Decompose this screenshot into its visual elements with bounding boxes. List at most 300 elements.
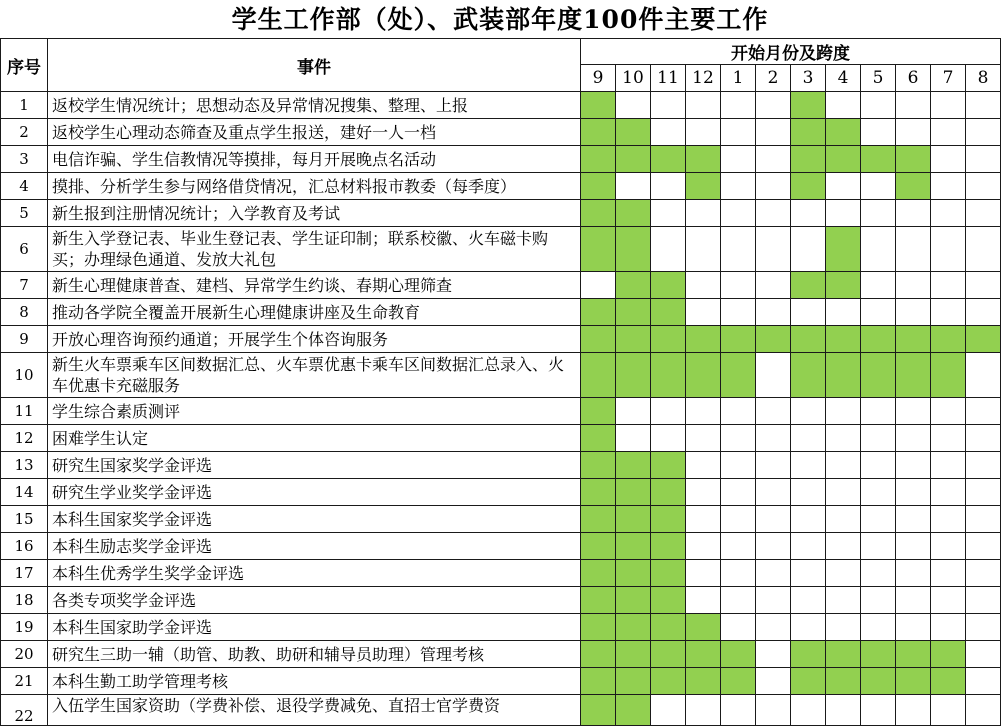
month-header[interactable]: 8 xyxy=(966,65,1001,92)
month-cell-1[interactable] xyxy=(721,587,756,614)
row-number-cell[interactable]: 3 xyxy=(1,146,48,173)
month-cell-1[interactable] xyxy=(721,353,756,398)
month-cell-10[interactable] xyxy=(616,272,651,299)
month-cell-12[interactable] xyxy=(686,200,721,227)
event-cell[interactable]: 本科生优秀学生奖学金评选 xyxy=(48,560,581,587)
month-cell-3[interactable] xyxy=(791,200,826,227)
month-cell-2[interactable] xyxy=(756,587,791,614)
month-cell-1[interactable] xyxy=(721,641,756,668)
event-cell[interactable]: 返校学生心理动态筛查及重点学生报送，建好一人一档 xyxy=(48,119,581,146)
month-cell-4[interactable] xyxy=(826,173,861,200)
month-cell-8[interactable] xyxy=(966,425,1001,452)
event-cell[interactable]: 返校学生情况统计；思想动态及异常情况搜集、整理、上报 xyxy=(48,92,581,119)
month-cell-3[interactable] xyxy=(791,641,826,668)
event-cell[interactable]: 新生报到注册情况统计；入学教育及考试 xyxy=(48,200,581,227)
month-cell-1[interactable] xyxy=(721,146,756,173)
month-header[interactable]: 1 xyxy=(721,65,756,92)
month-cell-1[interactable] xyxy=(721,272,756,299)
month-cell-6[interactable] xyxy=(896,146,931,173)
month-cell-7[interactable] xyxy=(931,299,966,326)
month-cell-6[interactable] xyxy=(896,452,931,479)
month-cell-1[interactable] xyxy=(721,92,756,119)
month-cell-2[interactable] xyxy=(756,353,791,398)
month-cell-6[interactable] xyxy=(896,173,931,200)
month-cell-5[interactable] xyxy=(861,425,896,452)
month-cell-1[interactable] xyxy=(721,173,756,200)
month-cell-8[interactable] xyxy=(966,326,1001,353)
month-cell-11[interactable] xyxy=(651,353,686,398)
month-cell-6[interactable] xyxy=(896,695,931,726)
event-cell[interactable]: 本科生勤工助学管理考核 xyxy=(48,668,581,695)
month-cell-10[interactable] xyxy=(616,353,651,398)
month-cell-7[interactable] xyxy=(931,479,966,506)
month-cell-8[interactable] xyxy=(966,452,1001,479)
month-cell-3[interactable] xyxy=(791,227,826,272)
month-cell-5[interactable] xyxy=(861,272,896,299)
month-cell-5[interactable] xyxy=(861,560,896,587)
event-cell[interactable]: 新生心理健康普查、建档、异常学生约谈、春期心理筛查 xyxy=(48,272,581,299)
month-cell-3[interactable] xyxy=(791,587,826,614)
month-cell-8[interactable] xyxy=(966,398,1001,425)
month-cell-1[interactable] xyxy=(721,227,756,272)
event-cell[interactable]: 电信诈骗、学生信教情况等摸排，每月开展晚点名活动 xyxy=(48,146,581,173)
month-cell-5[interactable] xyxy=(861,227,896,272)
row-number-cell[interactable]: 12 xyxy=(1,425,48,452)
month-cell-9[interactable] xyxy=(581,119,616,146)
month-cell-7[interactable] xyxy=(931,452,966,479)
month-cell-3[interactable] xyxy=(791,92,826,119)
month-cell-2[interactable] xyxy=(756,173,791,200)
month-cell-1[interactable] xyxy=(721,299,756,326)
month-cell-1[interactable] xyxy=(721,200,756,227)
month-cell-9[interactable] xyxy=(581,272,616,299)
month-cell-3[interactable] xyxy=(791,614,826,641)
event-cell[interactable]: 推动各学院全覆盖开展新生心理健康讲座及生命教育 xyxy=(48,299,581,326)
month-cell-4[interactable] xyxy=(826,119,861,146)
month-cell-5[interactable] xyxy=(861,668,896,695)
month-cell-8[interactable] xyxy=(966,668,1001,695)
month-cell-6[interactable] xyxy=(896,353,931,398)
month-cell-12[interactable] xyxy=(686,398,721,425)
month-cell-9[interactable] xyxy=(581,668,616,695)
month-cell-2[interactable] xyxy=(756,695,791,726)
month-header[interactable]: 12 xyxy=(686,65,721,92)
month-cell-9[interactable] xyxy=(581,560,616,587)
month-cell-12[interactable] xyxy=(686,452,721,479)
month-cell-6[interactable] xyxy=(896,299,931,326)
month-cell-1[interactable] xyxy=(721,326,756,353)
event-cell[interactable]: 研究生学业奖学金评选 xyxy=(48,479,581,506)
month-cell-5[interactable] xyxy=(861,173,896,200)
month-cell-1[interactable] xyxy=(721,614,756,641)
month-cell-8[interactable] xyxy=(966,587,1001,614)
month-cell-6[interactable] xyxy=(896,614,931,641)
month-cell-2[interactable] xyxy=(756,614,791,641)
month-cell-2[interactable] xyxy=(756,668,791,695)
month-cell-8[interactable] xyxy=(966,227,1001,272)
month-cell-11[interactable] xyxy=(651,668,686,695)
month-cell-10[interactable] xyxy=(616,560,651,587)
month-cell-6[interactable] xyxy=(896,200,931,227)
month-cell-7[interactable] xyxy=(931,146,966,173)
month-cell-7[interactable] xyxy=(931,587,966,614)
month-cell-12[interactable] xyxy=(686,614,721,641)
month-cell-7[interactable] xyxy=(931,119,966,146)
month-cell-8[interactable] xyxy=(966,200,1001,227)
month-cell-8[interactable] xyxy=(966,641,1001,668)
month-cell-5[interactable] xyxy=(861,533,896,560)
month-header[interactable]: 2 xyxy=(756,65,791,92)
month-cell-9[interactable] xyxy=(581,425,616,452)
month-cell-7[interactable] xyxy=(931,173,966,200)
event-cell[interactable]: 新生入学登记表、毕业生登记表、学生证印制；联系校徽、火车磁卡购买；办理绿色通道、发放大礼包 xyxy=(48,227,581,272)
month-cell-4[interactable] xyxy=(826,326,861,353)
month-cell-9[interactable] xyxy=(581,173,616,200)
month-cell-10[interactable] xyxy=(616,227,651,272)
month-cell-10[interactable] xyxy=(616,146,651,173)
month-cell-11[interactable] xyxy=(651,560,686,587)
month-cell-8[interactable] xyxy=(966,614,1001,641)
month-cell-5[interactable] xyxy=(861,299,896,326)
event-cell[interactable]: 本科生励志奖学金评选 xyxy=(48,533,581,560)
month-cell-2[interactable] xyxy=(756,227,791,272)
month-cell-6[interactable] xyxy=(896,479,931,506)
month-cell-1[interactable] xyxy=(721,398,756,425)
month-header[interactable]: 11 xyxy=(651,65,686,92)
event-cell[interactable]: 摸排、分析学生参与网络借贷情况，汇总材料报市教委（每季度） xyxy=(48,173,581,200)
month-cell-12[interactable] xyxy=(686,533,721,560)
month-cell-9[interactable] xyxy=(581,92,616,119)
row-number-cell[interactable]: 8 xyxy=(1,299,48,326)
header-event[interactable]: 事件 xyxy=(48,39,581,92)
month-cell-3[interactable] xyxy=(791,479,826,506)
month-cell-11[interactable] xyxy=(651,227,686,272)
month-cell-9[interactable] xyxy=(581,200,616,227)
month-cell-11[interactable] xyxy=(651,641,686,668)
month-header[interactable]: 4 xyxy=(826,65,861,92)
month-cell-11[interactable] xyxy=(651,506,686,533)
header-seq[interactable]: 序号 xyxy=(1,39,48,92)
event-cell[interactable]: 困难学生认定 xyxy=(48,425,581,452)
month-cell-2[interactable] xyxy=(756,479,791,506)
month-cell-3[interactable] xyxy=(791,146,826,173)
month-cell-3[interactable] xyxy=(791,398,826,425)
row-number-cell[interactable]: 14 xyxy=(1,479,48,506)
month-cell-5[interactable] xyxy=(861,353,896,398)
month-cell-7[interactable] xyxy=(931,641,966,668)
month-header[interactable]: 9 xyxy=(581,65,616,92)
month-cell-9[interactable] xyxy=(581,506,616,533)
month-cell-5[interactable] xyxy=(861,326,896,353)
month-cell-9[interactable] xyxy=(581,452,616,479)
month-cell-5[interactable] xyxy=(861,200,896,227)
month-cell-12[interactable] xyxy=(686,353,721,398)
row-number-cell[interactable]: 21 xyxy=(1,668,48,695)
month-cell-12[interactable] xyxy=(686,506,721,533)
month-cell-2[interactable] xyxy=(756,146,791,173)
month-cell-8[interactable] xyxy=(966,560,1001,587)
row-number-cell[interactable]: 2 xyxy=(1,119,48,146)
month-cell-11[interactable] xyxy=(651,146,686,173)
month-cell-11[interactable] xyxy=(651,299,686,326)
month-cell-10[interactable] xyxy=(616,425,651,452)
event-cell[interactable]: 各类专项奖学金评选 xyxy=(48,587,581,614)
row-number-cell[interactable]: 19 xyxy=(1,614,48,641)
month-cell-8[interactable] xyxy=(966,173,1001,200)
month-cell-2[interactable] xyxy=(756,398,791,425)
month-cell-4[interactable] xyxy=(826,227,861,272)
month-cell-10[interactable] xyxy=(616,533,651,560)
month-cell-9[interactable] xyxy=(581,695,616,726)
month-cell-4[interactable] xyxy=(826,641,861,668)
month-cell-12[interactable] xyxy=(686,272,721,299)
month-cell-11[interactable] xyxy=(651,173,686,200)
month-cell-4[interactable] xyxy=(826,614,861,641)
month-cell-3[interactable] xyxy=(791,173,826,200)
header-months-group[interactable]: 开始月份及跨度 xyxy=(581,39,1001,65)
month-cell-5[interactable] xyxy=(861,614,896,641)
month-cell-4[interactable] xyxy=(826,479,861,506)
month-cell-12[interactable] xyxy=(686,425,721,452)
event-cell[interactable]: 开放心理咨询预约通道；开展学生个体咨询服务 xyxy=(48,326,581,353)
month-cell-9[interactable] xyxy=(581,146,616,173)
month-cell-11[interactable] xyxy=(651,695,686,726)
month-cell-6[interactable] xyxy=(896,641,931,668)
month-cell-10[interactable] xyxy=(616,479,651,506)
month-cell-9[interactable] xyxy=(581,299,616,326)
month-cell-9[interactable] xyxy=(581,587,616,614)
row-number-cell[interactable]: 22 xyxy=(1,695,48,726)
row-number-cell[interactable]: 1 xyxy=(1,92,48,119)
month-cell-10[interactable] xyxy=(616,695,651,726)
month-cell-10[interactable] xyxy=(616,398,651,425)
month-header[interactable]: 7 xyxy=(931,65,966,92)
row-number-cell[interactable]: 16 xyxy=(1,533,48,560)
month-cell-10[interactable] xyxy=(616,614,651,641)
month-cell-5[interactable] xyxy=(861,587,896,614)
month-cell-8[interactable] xyxy=(966,353,1001,398)
month-cell-5[interactable] xyxy=(861,398,896,425)
month-cell-11[interactable] xyxy=(651,92,686,119)
month-cell-8[interactable] xyxy=(966,506,1001,533)
month-cell-9[interactable] xyxy=(581,479,616,506)
month-cell-3[interactable] xyxy=(791,452,826,479)
row-number-cell[interactable]: 6 xyxy=(1,227,48,272)
month-cell-7[interactable] xyxy=(931,425,966,452)
month-cell-12[interactable] xyxy=(686,173,721,200)
month-cell-5[interactable] xyxy=(861,146,896,173)
month-cell-10[interactable] xyxy=(616,668,651,695)
month-cell-8[interactable] xyxy=(966,479,1001,506)
month-cell-4[interactable] xyxy=(826,92,861,119)
month-cell-1[interactable] xyxy=(721,533,756,560)
event-cell[interactable]: 研究生三助一辅（助管、助教、助研和辅导员助理）管理考核 xyxy=(48,641,581,668)
month-cell-10[interactable] xyxy=(616,326,651,353)
month-cell-12[interactable] xyxy=(686,227,721,272)
month-cell-12[interactable] xyxy=(686,479,721,506)
month-cell-6[interactable] xyxy=(896,560,931,587)
month-cell-12[interactable] xyxy=(686,119,721,146)
month-cell-2[interactable] xyxy=(756,425,791,452)
month-cell-10[interactable] xyxy=(616,200,651,227)
month-cell-4[interactable] xyxy=(826,200,861,227)
event-cell[interactable]: 学生综合素质测评 xyxy=(48,398,581,425)
month-cell-12[interactable] xyxy=(686,587,721,614)
month-cell-7[interactable] xyxy=(931,326,966,353)
month-cell-11[interactable] xyxy=(651,398,686,425)
month-cell-8[interactable] xyxy=(966,119,1001,146)
month-cell-7[interactable] xyxy=(931,695,966,726)
month-cell-6[interactable] xyxy=(896,506,931,533)
month-header[interactable]: 3 xyxy=(791,65,826,92)
month-cell-7[interactable] xyxy=(931,614,966,641)
month-header[interactable]: 10 xyxy=(616,65,651,92)
month-cell-4[interactable] xyxy=(826,146,861,173)
month-cell-1[interactable] xyxy=(721,425,756,452)
month-cell-2[interactable] xyxy=(756,506,791,533)
month-cell-9[interactable] xyxy=(581,398,616,425)
month-cell-9[interactable] xyxy=(581,614,616,641)
month-cell-4[interactable] xyxy=(826,272,861,299)
month-cell-10[interactable] xyxy=(616,506,651,533)
month-cell-3[interactable] xyxy=(791,353,826,398)
month-cell-3[interactable] xyxy=(791,326,826,353)
month-cell-6[interactable] xyxy=(896,227,931,272)
month-cell-8[interactable] xyxy=(966,92,1001,119)
month-cell-1[interactable] xyxy=(721,452,756,479)
month-cell-5[interactable] xyxy=(861,452,896,479)
month-header[interactable]: 6 xyxy=(896,65,931,92)
month-cell-11[interactable] xyxy=(651,272,686,299)
month-cell-7[interactable] xyxy=(931,200,966,227)
month-cell-5[interactable] xyxy=(861,506,896,533)
month-cell-6[interactable] xyxy=(896,119,931,146)
month-cell-9[interactable] xyxy=(581,533,616,560)
month-cell-2[interactable] xyxy=(756,299,791,326)
month-cell-11[interactable] xyxy=(651,425,686,452)
row-number-cell[interactable]: 20 xyxy=(1,641,48,668)
month-cell-4[interactable] xyxy=(826,398,861,425)
month-cell-10[interactable] xyxy=(616,641,651,668)
month-cell-7[interactable] xyxy=(931,272,966,299)
month-cell-1[interactable] xyxy=(721,119,756,146)
month-cell-4[interactable] xyxy=(826,560,861,587)
month-cell-5[interactable] xyxy=(861,92,896,119)
month-cell-2[interactable] xyxy=(756,641,791,668)
month-cell-5[interactable] xyxy=(861,641,896,668)
row-number-cell[interactable]: 7 xyxy=(1,272,48,299)
month-cell-3[interactable] xyxy=(791,119,826,146)
month-cell-1[interactable] xyxy=(721,560,756,587)
month-cell-11[interactable] xyxy=(651,119,686,146)
row-number-cell[interactable]: 10 xyxy=(1,353,48,398)
month-cell-2[interactable] xyxy=(756,533,791,560)
row-number-cell[interactable]: 13 xyxy=(1,452,48,479)
month-cell-10[interactable] xyxy=(616,119,651,146)
month-cell-4[interactable] xyxy=(826,452,861,479)
month-cell-4[interactable] xyxy=(826,668,861,695)
month-cell-7[interactable] xyxy=(931,92,966,119)
month-cell-7[interactable] xyxy=(931,353,966,398)
month-cell-10[interactable] xyxy=(616,452,651,479)
row-number-cell[interactable]: 18 xyxy=(1,587,48,614)
month-cell-11[interactable] xyxy=(651,452,686,479)
month-cell-5[interactable] xyxy=(861,119,896,146)
month-cell-3[interactable] xyxy=(791,506,826,533)
month-cell-10[interactable] xyxy=(616,299,651,326)
month-cell-12[interactable] xyxy=(686,299,721,326)
month-cell-12[interactable] xyxy=(686,326,721,353)
month-cell-8[interactable] xyxy=(966,272,1001,299)
month-cell-7[interactable] xyxy=(931,533,966,560)
row-number-cell[interactable]: 15 xyxy=(1,506,48,533)
month-cell-11[interactable] xyxy=(651,614,686,641)
month-cell-10[interactable] xyxy=(616,92,651,119)
event-cell[interactable]: 本科生国家奖学金评选 xyxy=(48,506,581,533)
month-cell-6[interactable] xyxy=(896,533,931,560)
month-cell-3[interactable] xyxy=(791,533,826,560)
month-cell-5[interactable] xyxy=(861,695,896,726)
month-cell-9[interactable] xyxy=(581,227,616,272)
month-cell-12[interactable] xyxy=(686,641,721,668)
month-cell-2[interactable] xyxy=(756,560,791,587)
month-cell-2[interactable] xyxy=(756,200,791,227)
month-cell-6[interactable] xyxy=(896,398,931,425)
event-cell[interactable]: 研究生国家奖学金评选 xyxy=(48,452,581,479)
month-cell-11[interactable] xyxy=(651,200,686,227)
row-number-cell[interactable]: 5 xyxy=(1,200,48,227)
month-cell-3[interactable] xyxy=(791,695,826,726)
month-cell-2[interactable] xyxy=(756,92,791,119)
month-cell-4[interactable] xyxy=(826,353,861,398)
month-cell-8[interactable] xyxy=(966,695,1001,726)
month-cell-6[interactable] xyxy=(896,587,931,614)
month-cell-3[interactable] xyxy=(791,272,826,299)
month-cell-11[interactable] xyxy=(651,587,686,614)
month-cell-6[interactable] xyxy=(896,272,931,299)
month-cell-12[interactable] xyxy=(686,146,721,173)
month-cell-2[interactable] xyxy=(756,119,791,146)
month-cell-7[interactable] xyxy=(931,668,966,695)
month-cell-7[interactable] xyxy=(931,560,966,587)
month-cell-10[interactable] xyxy=(616,587,651,614)
month-cell-9[interactable] xyxy=(581,353,616,398)
month-cell-10[interactable] xyxy=(616,173,651,200)
row-number-cell[interactable]: 17 xyxy=(1,560,48,587)
month-cell-12[interactable] xyxy=(686,695,721,726)
month-cell-9[interactable] xyxy=(581,641,616,668)
row-number-cell[interactable]: 9 xyxy=(1,326,48,353)
month-cell-4[interactable] xyxy=(826,506,861,533)
month-cell-12[interactable] xyxy=(686,668,721,695)
month-cell-3[interactable] xyxy=(791,299,826,326)
event-cell[interactable]: 入伍学生国家资助（学费补偿、退役学费减免、直招士官学费资 xyxy=(48,695,581,726)
month-cell-7[interactable] xyxy=(931,398,966,425)
event-cell[interactable]: 新生火车票乘车区间数据汇总、火车票优惠卡乘车区间数据汇总录入、火车优惠卡充磁服务 xyxy=(48,353,581,398)
month-cell-8[interactable] xyxy=(966,146,1001,173)
month-cell-3[interactable] xyxy=(791,560,826,587)
month-cell-8[interactable] xyxy=(966,533,1001,560)
month-cell-3[interactable] xyxy=(791,425,826,452)
month-cell-6[interactable] xyxy=(896,668,931,695)
month-cell-4[interactable] xyxy=(826,695,861,726)
month-cell-7[interactable] xyxy=(931,506,966,533)
month-cell-1[interactable] xyxy=(721,668,756,695)
month-cell-8[interactable] xyxy=(966,299,1001,326)
event-cell[interactable]: 本科生国家助学金评选 xyxy=(48,614,581,641)
month-cell-2[interactable] xyxy=(756,326,791,353)
month-cell-1[interactable] xyxy=(721,695,756,726)
